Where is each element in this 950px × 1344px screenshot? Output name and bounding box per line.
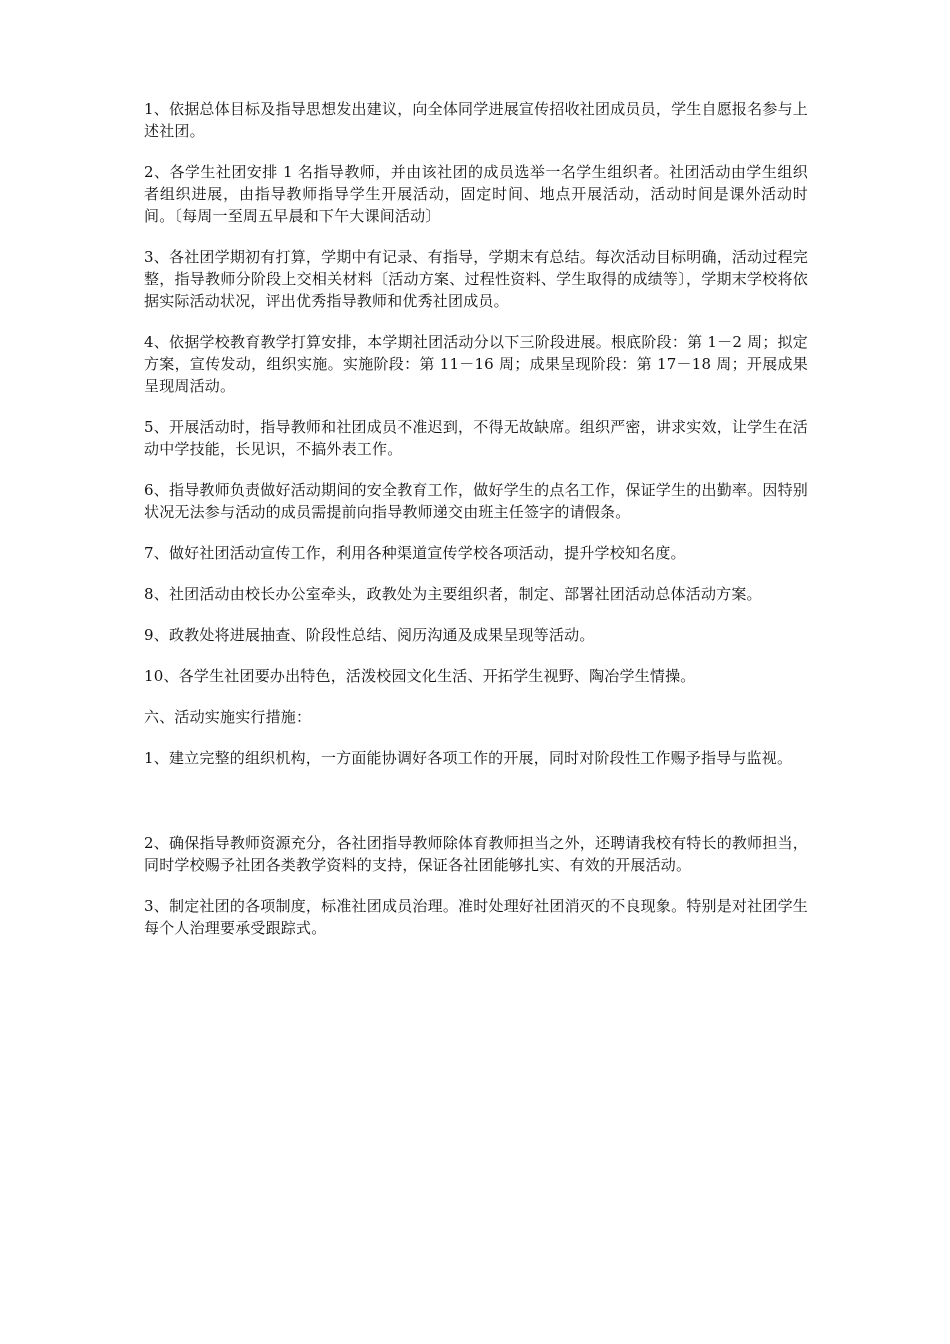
measure-2: 2、确保指导教师资源充分，各社团指导教师除体育教师担当之外，还聘请我校有特长的教师担当，同时学校赐予社团各类教学资料的支持，保证各社团能够扎实、有效的开展活动。	[144, 834, 808, 874]
paragraph-10: 10、各学生社团要办出特色，活泼校园文化生活、开拓学生视野、陶冶学生情操。	[144, 667, 696, 685]
measure-1: 1、建立完整的组织机构，一方面能协调好各项工作的开展，同时对阶段性工作赐予指导与监视。	[144, 749, 793, 767]
section-heading: 六、活动实施实行措施：	[144, 708, 312, 726]
paragraph-1: 1、依据总体目标及指导思想发出建议，向全体同学进展宣传招收社团成员员，学生自愿报名参与上述社团。	[144, 100, 808, 140]
paragraph-7: 7、做好社团活动宣传工作，利用各种渠道宣传学校各项活动，提升学校知名度。	[144, 544, 686, 562]
paragraph-3: 3、各社团学期初有打算，学期中有记录、有指导，学期末有总结。每次活动目标明确，活动过程完整，指导教师分阶段上交相关材料〔活动方案、过程性资料、学生取得的成绩等〕，学期末学校将依据实际活动状况，评出优秀指导教师和优秀社团成员。	[144, 248, 808, 310]
paragraph-6: 6、指导教师负责做好活动期间的安全教育工作，做好学生的点名工作，保证学生的出勤率。因特别状况无法参与活动的成员需提前向指导教师递交由班主任签字的请假条。	[144, 481, 808, 521]
paragraph-9: 9、政教处将进展抽查、阶段性总结、阅历沟通及成果呈现等活动。	[144, 626, 595, 644]
paragraph-4: 4、依据学校教育教学打算安排，本学期社团活动分以下三阶段进展。根底阶段：第 1－2 周；拟定方案，宣传发动，组织实施。实施阶段：第 11－16 周；成果呈现阶段：第 17－18 周；开展成果呈现周活动。	[144, 333, 808, 395]
document-page	[144, 98, 808, 958]
paragraph-2: 2、各学生社团安排 1 名指导教师，并由该社团的成员选举一名学生组织者。社团活动由学生组织者组织进展，由指导教师指导学生开展活动，固定时间、地点开展活动，活动时间是课外活动时间。〔每周一至周五早晨和下午大课间活动〕	[144, 163, 808, 225]
paragraph-5: 5、开展活动时，指导教师和社团成员不准迟到，不得无故缺席。组织严密，讲求实效，让学生在活动中学技能，长见识，不搞外表工作。	[144, 418, 808, 458]
paragraph-8: 8、社团活动由校长办公室牵头，政教处为主要组织者，制定、部署社团活动总体活动方案。	[144, 585, 762, 603]
measure-3: 3、制定社团的各项制度，标准社团成员治理。准时处理好社团消灭的不良现象。特别是对社团学生每个人治理要承受跟踪式。	[144, 897, 808, 937]
